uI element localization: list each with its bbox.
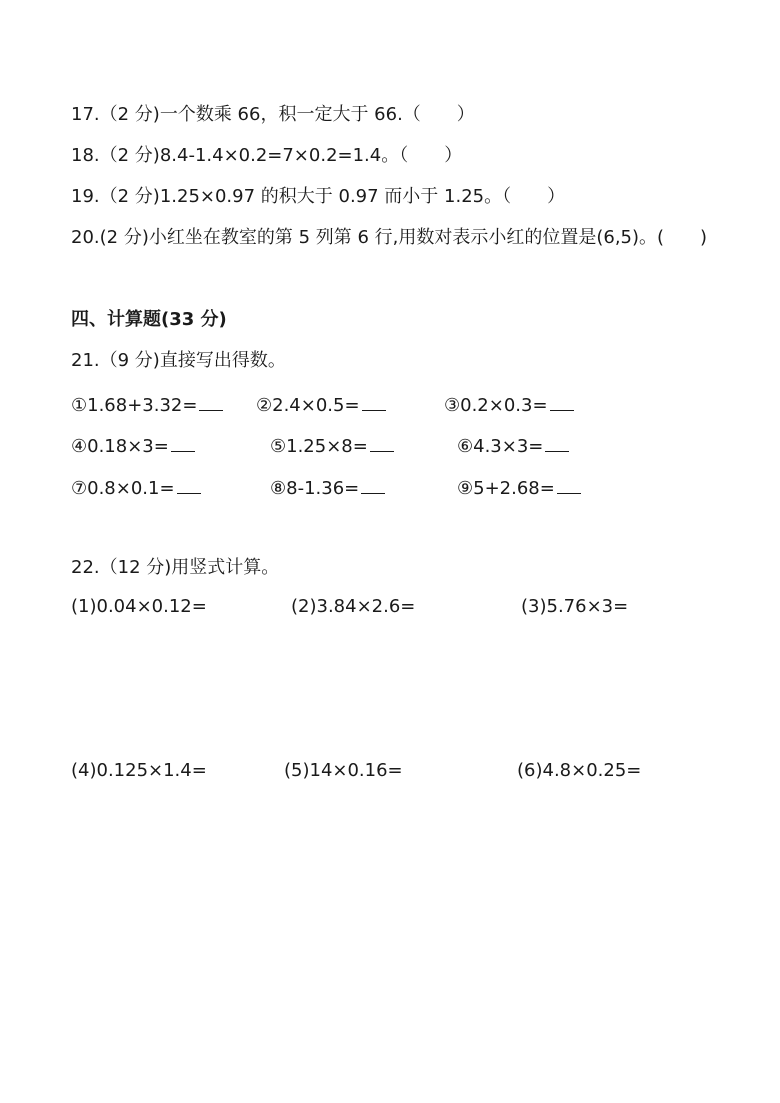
q21-item-2-text: ②2.4×0.5= [256,395,360,416]
q22-item-5: (5)14×0.16= [284,760,403,781]
question-20: 20.(2 分)小红坐在教室的第 5 列第 6 行,用数对表示小红的位置是(6,5)。( ) [71,227,708,248]
answer-blank[interactable] [362,394,386,411]
answer-blank[interactable] [557,477,581,494]
question-17: 17.（2 分)一个数乘 66，积一定大于 66.（ ） [71,104,475,125]
q22-item-4: (4)0.125×1.4= [71,760,207,781]
q21-item-3 [444,394,574,415]
section-title: 四、计算题(33 分) [71,309,227,330]
q21-item-4 [71,435,195,456]
q21-item-4-text: ④0.18×3= [71,436,169,457]
answer-blank[interactable] [177,477,201,494]
q22-item-2: (2)3.84×2.6= [291,596,416,617]
answer-blank[interactable] [171,435,195,452]
q21-item-5-text: ⑤1.25×8= [270,436,368,457]
q21-item-5 [270,435,394,456]
q21-item-1-text: ①1.68+3.32= [71,395,198,416]
answer-blank[interactable] [550,394,574,411]
question-19: 19.（2 分)1.25×0.97 的积大于 0.97 而小于 1.25。（ ） [71,186,566,207]
q21-item-3-text: ③0.2×0.3= [444,395,548,416]
answer-blank[interactable] [361,477,385,494]
answer-blank[interactable] [199,394,223,411]
q21-item-9-text: ⑨5+2.68= [457,478,555,499]
question-21-title: 21.（9 分)直接写出得数。 [71,350,286,371]
q21-item-6 [457,435,569,456]
answer-blank[interactable] [545,435,569,452]
q21-item-9 [457,477,581,498]
answer-blank[interactable] [370,435,394,452]
q22-item-3: (3)5.76×3= [521,596,629,617]
question-18: 18.（2 分)8.4-1.4×0.2=7×0.2=1.4。（ ） [71,145,463,166]
q22-item-6: (6)4.8×0.25= [517,760,642,781]
q21-item-7 [71,477,201,498]
question-22-title: 22.（12 分)用竖式计算。 [71,557,280,578]
q21-item-1 [71,394,223,415]
q21-item-2 [256,394,386,415]
q21-item-7-text: ⑦0.8×0.1= [71,478,175,499]
q21-item-6-text: ⑥4.3×3= [457,436,544,457]
q21-item-8 [270,477,385,498]
q21-item-8-text: ⑧8-1.36= [270,478,360,499]
q22-item-1: (1)0.04×0.12= [71,596,207,617]
